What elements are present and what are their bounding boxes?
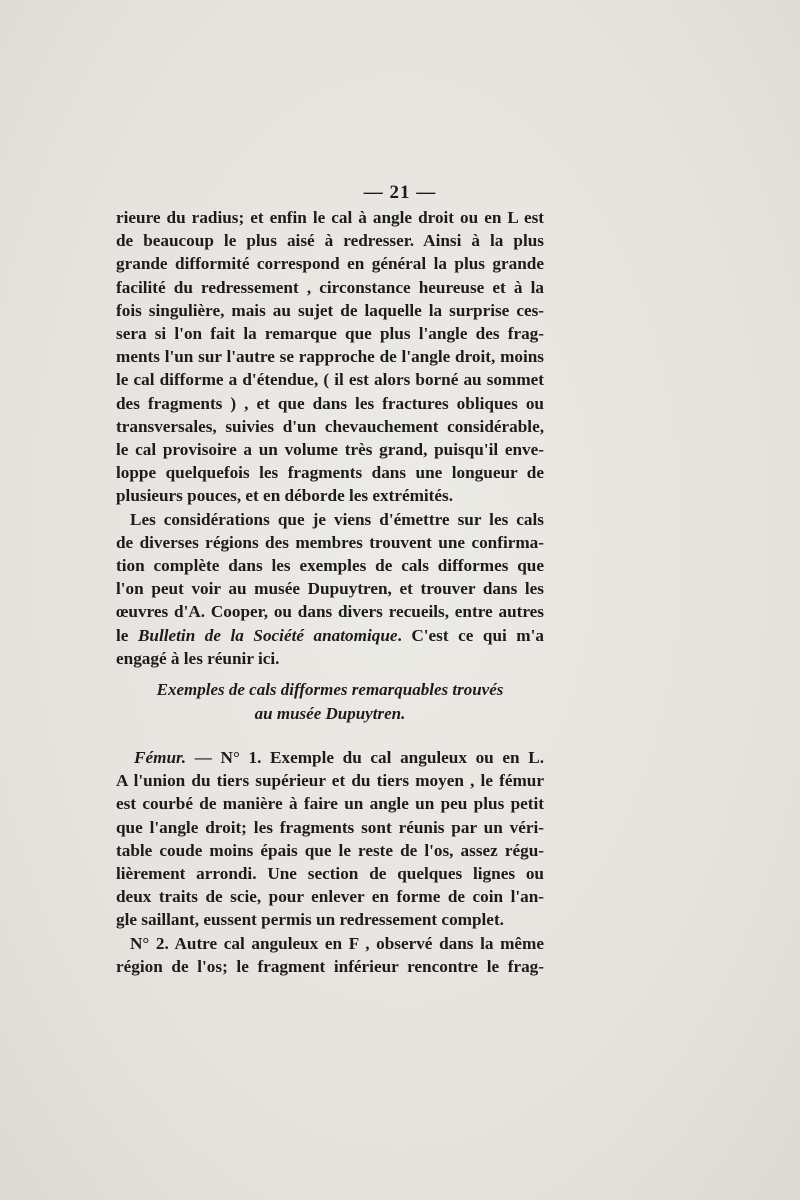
text-line: lièrement arrondi. Une section de quelques lignes ou (116, 863, 544, 883)
text-line: l'on peut voir au musée Dupuytren, et trouver dans les (116, 579, 544, 599)
text-line: des fragments ) , et que dans les fractures obliques ou (116, 393, 544, 413)
heading-line: Exemples de cals difformes remarquables trouvés (156, 680, 504, 699)
text-line: œuvres d'A. Cooper, ou dans divers recueils, entre autres (116, 602, 544, 622)
text-line: région de l'os; le fragment inférieur rencontre le frag- (116, 956, 544, 976)
text-line: engagé à les réunir ici. (116, 648, 280, 668)
text-line: est courbé de manière à faire un angle un peu plus petit (116, 794, 544, 814)
text-line: Les considérations que je viens d'émettre sur les cals (130, 509, 544, 529)
text-line: gle saillant, eussent permis un redressement complet. (116, 910, 504, 930)
text-line-with-citation: le Bulletin de la Société anatomique. C'est ce qui m'a (116, 625, 544, 645)
text-line: A l'union du tiers supérieur et du tiers moyen , le fémur (116, 771, 544, 791)
paragraph-3 (116, 746, 544, 978)
heading-line: au musée Dupuytren. (254, 704, 406, 723)
journal-title: Bulletin de la Société anatomique (137, 625, 398, 645)
text-line: fois singulière, mais au sujet de laquelle la surprise ces- (116, 300, 544, 320)
paragraph-2 (116, 508, 544, 670)
text-line: de diverses régions des membres trouvent une confirma- (116, 532, 544, 552)
page-number: — 21 — (363, 182, 437, 203)
text-line: grande difformité correspond en général la plus grande (116, 254, 544, 274)
text-line: N° 2. Autre cal anguleux en F , observé dans la même (130, 933, 544, 953)
text-line: tion complète dans les exemples de cals difformes que (116, 555, 544, 575)
text-line: table coude moins épais que le reste de l'os, assez régu- (116, 840, 544, 860)
text-line: que l'angle droit; les fragments sont réunis par un véri- (116, 817, 544, 837)
bone-label: Fémur. (134, 748, 187, 767)
text-line: le cal difforme a d'étendue, ( il est alors borné au sommet (116, 370, 544, 390)
text-line: loppe quelquefois les fragments dans une longueur de (116, 463, 544, 483)
text-line: de beaucoup le plus aisé à redresser. Ainsi à la plus (116, 231, 544, 251)
text-line: sera si l'on fait la remarque que plus l'angle des frag- (116, 323, 544, 343)
text-line: ments l'un sur l'autre se rapproche de l'angle droit, moins (116, 347, 544, 367)
section-heading (116, 678, 544, 726)
text-line: rieure du radius; et enfin le cal à angle droit ou en L est (116, 208, 544, 227)
text-line: transversales, suivies d'un chevauchement considérable, (116, 416, 544, 436)
text-line: deux traits de scie, pour enlever en forme de coin l'an- (116, 887, 544, 907)
entry-heading-line: Fémur. — N° 1. Exemple du cal anguleux ou en L. (134, 748, 544, 767)
text-line: facilité du redressement , circonstance heureuse et à la (116, 277, 544, 297)
text-line: le cal provisoire a un volume très grand, puisqu'il enve- (116, 439, 544, 459)
paragraph-1 (116, 206, 544, 507)
text-line: plusieurs pouces, et en déborde les extrémités. (116, 486, 454, 506)
